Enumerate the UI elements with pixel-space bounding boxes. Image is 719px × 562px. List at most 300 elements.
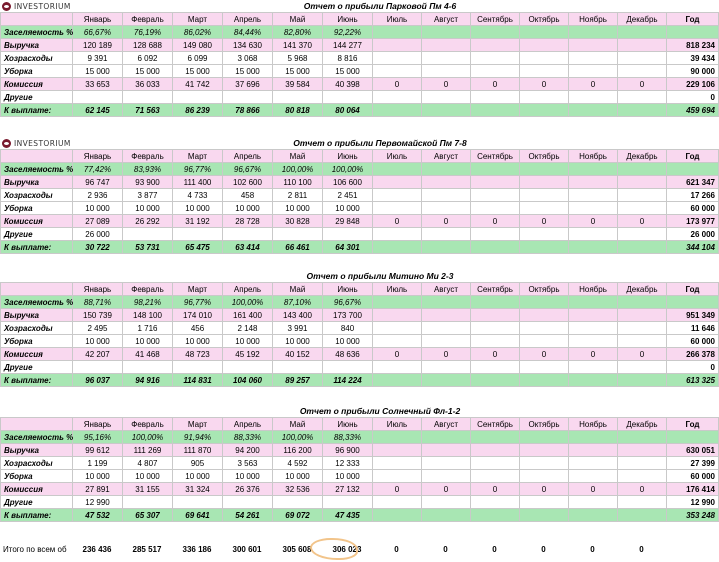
value-cell[interactable] [373, 509, 422, 522]
month-header[interactable]: Декабрь [618, 13, 667, 26]
value-cell[interactable] [471, 189, 520, 202]
value-cell[interactable] [520, 189, 569, 202]
value-cell[interactable] [123, 496, 173, 509]
value-cell[interactable] [520, 26, 569, 39]
value-cell[interactable] [471, 361, 520, 374]
row-label[interactable]: Хозрасходы [1, 322, 73, 335]
value-cell[interactable] [73, 91, 123, 104]
value-cell[interactable] [569, 361, 618, 374]
value-cell[interactable] [323, 361, 373, 374]
value-cell[interactable]: 92,22% [323, 26, 373, 39]
value-cell[interactable]: 0 [569, 483, 618, 496]
value-cell[interactable]: 173 700 [323, 309, 373, 322]
value-cell[interactable]: 96,77% [173, 163, 223, 176]
value-cell[interactable]: 96 037 [73, 374, 123, 387]
value-cell[interactable] [618, 91, 667, 104]
value-cell[interactable] [520, 444, 569, 457]
value-cell[interactable] [323, 228, 373, 241]
value-cell[interactable]: 1 716 [123, 322, 173, 335]
value-cell[interactable] [618, 241, 667, 254]
value-cell[interactable]: 41 468 [123, 348, 173, 361]
value-cell[interactable]: 71 563 [123, 104, 173, 117]
value-cell[interactable]: 4 807 [123, 457, 173, 470]
month-header[interactable]: Октябрь [520, 150, 569, 163]
month-header[interactable]: Июнь [323, 150, 373, 163]
value-cell[interactable]: 0 [520, 348, 569, 361]
value-cell[interactable] [422, 163, 471, 176]
value-cell[interactable]: 0 [569, 215, 618, 228]
value-cell[interactable]: 69 072 [273, 509, 323, 522]
month-header[interactable]: Ноябрь [569, 150, 618, 163]
value-cell[interactable] [618, 65, 667, 78]
value-cell[interactable] [373, 496, 422, 509]
month-header[interactable]: Июль [373, 150, 422, 163]
grand-total-cell[interactable]: 306 023 [332, 544, 362, 554]
value-cell[interactable] [422, 52, 471, 65]
value-cell[interactable] [471, 335, 520, 348]
value-cell[interactable] [422, 431, 471, 444]
month-header[interactable]: Июль [373, 13, 422, 26]
value-cell[interactable] [471, 91, 520, 104]
value-cell[interactable] [471, 202, 520, 215]
grand-total-year-cell[interactable] [666, 541, 718, 557]
value-cell[interactable] [223, 91, 273, 104]
value-cell[interactable]: 32 536 [273, 483, 323, 496]
value-cell[interactable] [618, 374, 667, 387]
value-cell[interactable] [520, 52, 569, 65]
value-cell[interactable] [520, 202, 569, 215]
value-cell[interactable] [569, 104, 618, 117]
value-cell[interactable] [373, 361, 422, 374]
value-cell[interactable]: 69 641 [173, 509, 223, 522]
month-header[interactable]: Ноябрь [569, 13, 618, 26]
value-cell[interactable] [569, 163, 618, 176]
value-cell[interactable]: 76,19% [123, 26, 173, 39]
month-header[interactable]: Июнь [323, 13, 373, 26]
value-cell[interactable] [373, 202, 422, 215]
value-cell[interactable] [422, 309, 471, 322]
year-total-cell[interactable] [667, 26, 719, 39]
row-label[interactable]: К выплате: [1, 374, 73, 387]
year-header[interactable]: Год [667, 283, 719, 296]
value-cell[interactable] [373, 228, 422, 241]
value-cell[interactable] [569, 470, 618, 483]
value-cell[interactable]: 33 653 [73, 78, 123, 91]
month-header[interactable]: Февраль [123, 150, 173, 163]
year-total-cell[interactable]: 0 [667, 361, 719, 374]
value-cell[interactable]: 0 [422, 348, 471, 361]
month-header[interactable]: Июль [373, 418, 422, 431]
value-cell[interactable] [520, 457, 569, 470]
value-cell[interactable]: 144 277 [323, 39, 373, 52]
value-cell[interactable] [373, 52, 422, 65]
year-total-cell[interactable]: 173 977 [667, 215, 719, 228]
value-cell[interactable] [618, 26, 667, 39]
row-label[interactable]: Заселяемость % [1, 431, 73, 444]
row-label[interactable]: Уборка [1, 202, 73, 215]
value-cell[interactable]: 10 000 [323, 335, 373, 348]
value-cell[interactable] [323, 496, 373, 509]
value-cell[interactable] [471, 52, 520, 65]
value-cell[interactable]: 10 000 [73, 335, 123, 348]
year-total-cell[interactable]: 951 349 [667, 309, 719, 322]
value-cell[interactable]: 88,71% [73, 296, 123, 309]
value-cell[interactable]: 110 100 [273, 176, 323, 189]
value-cell[interactable] [569, 335, 618, 348]
value-cell[interactable]: 31 324 [173, 483, 223, 496]
year-total-cell[interactable]: 344 104 [667, 241, 719, 254]
value-cell[interactable]: 2 936 [73, 189, 123, 202]
value-cell[interactable] [422, 202, 471, 215]
value-cell[interactable]: 0 [618, 348, 667, 361]
value-cell[interactable]: 54 261 [223, 509, 273, 522]
value-cell[interactable]: 65 307 [123, 509, 173, 522]
value-cell[interactable] [223, 496, 273, 509]
value-cell[interactable] [569, 444, 618, 457]
value-cell[interactable] [520, 335, 569, 348]
value-cell[interactable]: 2 811 [273, 189, 323, 202]
value-cell[interactable]: 10 000 [173, 202, 223, 215]
value-cell[interactable]: 53 731 [123, 241, 173, 254]
value-cell[interactable] [422, 228, 471, 241]
value-cell[interactable]: 4 592 [273, 457, 323, 470]
value-cell[interactable]: 80 818 [273, 104, 323, 117]
value-cell[interactable]: 28 728 [223, 215, 273, 228]
value-cell[interactable] [569, 39, 618, 52]
value-cell[interactable] [618, 163, 667, 176]
grand-total-cell[interactable]: 0 [443, 544, 448, 554]
month-header[interactable]: Октябрь [520, 283, 569, 296]
month-header[interactable]: Февраль [123, 13, 173, 26]
value-cell[interactable] [273, 361, 323, 374]
value-cell[interactable] [373, 322, 422, 335]
value-cell[interactable]: 98,21% [123, 296, 173, 309]
value-cell[interactable] [422, 470, 471, 483]
value-cell[interactable]: 100,00% [273, 431, 323, 444]
value-cell[interactable] [471, 374, 520, 387]
value-cell[interactable]: 104 060 [223, 374, 273, 387]
value-cell[interactable]: 6 099 [173, 52, 223, 65]
year-total-cell[interactable]: 39 434 [667, 52, 719, 65]
month-header[interactable]: Март [173, 283, 223, 296]
value-cell[interactable] [471, 496, 520, 509]
grand-total-cell[interactable]: 0 [541, 544, 546, 554]
value-cell[interactable]: 42 207 [73, 348, 123, 361]
value-cell[interactable]: 40 398 [323, 78, 373, 91]
row-label[interactable]: Уборка [1, 65, 73, 78]
value-cell[interactable]: 26 376 [223, 483, 273, 496]
row-label[interactable]: Комиссия [1, 78, 73, 91]
year-total-cell[interactable]: 353 248 [667, 509, 719, 522]
value-cell[interactable]: 2 495 [73, 322, 123, 335]
value-cell[interactable] [471, 509, 520, 522]
value-cell[interactable] [422, 241, 471, 254]
value-cell[interactable] [618, 361, 667, 374]
value-cell[interactable]: 86 239 [173, 104, 223, 117]
month-header[interactable]: Ноябрь [569, 283, 618, 296]
value-cell[interactable] [520, 374, 569, 387]
value-cell[interactable] [520, 496, 569, 509]
value-cell[interactable] [422, 104, 471, 117]
value-cell[interactable] [618, 431, 667, 444]
value-cell[interactable] [422, 496, 471, 509]
row-label[interactable]: Хозрасходы [1, 189, 73, 202]
value-cell[interactable]: 31 155 [123, 483, 173, 496]
value-cell[interactable] [422, 39, 471, 52]
month-header[interactable]: Декабрь [618, 150, 667, 163]
value-cell[interactable]: 39 584 [273, 78, 323, 91]
month-header[interactable]: Ноябрь [569, 418, 618, 431]
value-cell[interactable] [173, 228, 223, 241]
value-cell[interactable] [618, 189, 667, 202]
value-cell[interactable] [618, 470, 667, 483]
value-cell[interactable] [323, 91, 373, 104]
month-header[interactable]: Август [422, 150, 471, 163]
value-cell[interactable] [569, 496, 618, 509]
month-header[interactable]: Январь [73, 418, 123, 431]
value-cell[interactable]: 27 891 [73, 483, 123, 496]
value-cell[interactable] [520, 65, 569, 78]
value-cell[interactable] [471, 309, 520, 322]
value-cell[interactable]: 29 848 [323, 215, 373, 228]
month-header[interactable]: Июнь [323, 418, 373, 431]
value-cell[interactable]: 0 [422, 78, 471, 91]
value-cell[interactable]: 86,02% [173, 26, 223, 39]
value-cell[interactable]: 3 991 [273, 322, 323, 335]
row-label[interactable]: Комиссия [1, 483, 73, 496]
month-header[interactable]: Апрель [223, 283, 273, 296]
value-cell[interactable]: 83,93% [123, 163, 173, 176]
value-cell[interactable]: 66 461 [273, 241, 323, 254]
value-cell[interactable] [618, 104, 667, 117]
value-cell[interactable] [373, 163, 422, 176]
month-header[interactable]: Сентябрь [471, 13, 520, 26]
value-cell[interactable] [618, 202, 667, 215]
month-header[interactable]: Октябрь [520, 13, 569, 26]
value-cell[interactable] [373, 335, 422, 348]
year-total-cell[interactable]: 176 414 [667, 483, 719, 496]
value-cell[interactable]: 10 000 [223, 202, 273, 215]
value-cell[interactable] [471, 444, 520, 457]
value-cell[interactable] [520, 39, 569, 52]
month-header[interactable]: Декабрь [618, 283, 667, 296]
value-cell[interactable]: 0 [520, 483, 569, 496]
value-cell[interactable] [373, 26, 422, 39]
value-cell[interactable]: 91,94% [173, 431, 223, 444]
value-cell[interactable]: 10 000 [173, 470, 223, 483]
value-cell[interactable]: 114 224 [323, 374, 373, 387]
month-header[interactable]: Февраль [123, 283, 173, 296]
month-header[interactable]: Октябрь [520, 418, 569, 431]
value-cell[interactable]: 458 [223, 189, 273, 202]
year-total-cell[interactable]: 229 106 [667, 78, 719, 91]
value-cell[interactable] [569, 309, 618, 322]
row-label[interactable]: Другие [1, 496, 73, 509]
value-cell[interactable]: 2 148 [223, 322, 273, 335]
value-cell[interactable] [373, 444, 422, 457]
year-total-cell[interactable]: 818 234 [667, 39, 719, 52]
month-header[interactable]: Март [173, 13, 223, 26]
value-cell[interactable] [422, 26, 471, 39]
value-cell[interactable]: 0 [471, 78, 520, 91]
value-cell[interactable] [569, 241, 618, 254]
value-cell[interactable] [223, 361, 273, 374]
value-cell[interactable]: 37 696 [223, 78, 273, 91]
value-cell[interactable] [569, 176, 618, 189]
year-total-cell[interactable]: 459 694 [667, 104, 719, 117]
value-cell[interactable] [471, 104, 520, 117]
value-cell[interactable] [373, 91, 422, 104]
value-cell[interactable] [273, 91, 323, 104]
month-header[interactable]: Февраль [123, 418, 173, 431]
value-cell[interactable]: 89 257 [273, 374, 323, 387]
value-cell[interactable]: 15 000 [173, 65, 223, 78]
value-cell[interactable] [223, 228, 273, 241]
month-header[interactable]: Январь [73, 13, 123, 26]
year-total-cell[interactable]: 11 646 [667, 322, 719, 335]
value-cell[interactable]: 99 612 [73, 444, 123, 457]
year-total-cell[interactable]: 60 000 [667, 470, 719, 483]
value-cell[interactable] [471, 457, 520, 470]
value-cell[interactable]: 10 000 [273, 202, 323, 215]
value-cell[interactable] [471, 241, 520, 254]
value-cell[interactable]: 120 189 [73, 39, 123, 52]
value-cell[interactable]: 87,10% [273, 296, 323, 309]
value-cell[interactable]: 116 200 [273, 444, 323, 457]
value-cell[interactable]: 63 414 [223, 241, 273, 254]
month-header[interactable]: Апрель [223, 150, 273, 163]
value-cell[interactable] [569, 457, 618, 470]
year-total-cell[interactable] [667, 163, 719, 176]
month-header[interactable]: Март [173, 150, 223, 163]
value-cell[interactable] [173, 361, 223, 374]
month-header[interactable]: Июнь [323, 283, 373, 296]
value-cell[interactable]: 15 000 [223, 65, 273, 78]
value-cell[interactable] [373, 189, 422, 202]
month-header[interactable]: Сентябрь [471, 150, 520, 163]
value-cell[interactable]: 0 [569, 78, 618, 91]
value-cell[interactable]: 0 [471, 215, 520, 228]
value-cell[interactable] [569, 431, 618, 444]
value-cell[interactable] [373, 296, 422, 309]
value-cell[interactable] [173, 496, 223, 509]
value-cell[interactable]: 3 563 [223, 457, 273, 470]
value-cell[interactable]: 64 301 [323, 241, 373, 254]
value-cell[interactable]: 100,00% [223, 296, 273, 309]
value-cell[interactable]: 26 292 [123, 215, 173, 228]
year-header[interactable]: Год [667, 13, 719, 26]
value-cell[interactable] [520, 228, 569, 241]
value-cell[interactable] [618, 496, 667, 509]
row-label[interactable]: Хозрасходы [1, 457, 73, 470]
value-cell[interactable]: 27 089 [73, 215, 123, 228]
value-cell[interactable]: 840 [323, 322, 373, 335]
value-cell[interactable]: 0 [471, 483, 520, 496]
value-cell[interactable]: 10 000 [323, 470, 373, 483]
value-cell[interactable]: 8 816 [323, 52, 373, 65]
value-cell[interactable]: 78 866 [223, 104, 273, 117]
row-label[interactable]: Уборка [1, 335, 73, 348]
value-cell[interactable]: 161 400 [223, 309, 273, 322]
value-cell[interactable] [422, 176, 471, 189]
value-cell[interactable] [520, 509, 569, 522]
grand-total-cell[interactable]: 0 [394, 544, 399, 554]
value-cell[interactable] [471, 296, 520, 309]
value-cell[interactable] [618, 335, 667, 348]
value-cell[interactable]: 10 000 [223, 470, 273, 483]
value-cell[interactable]: 111 269 [123, 444, 173, 457]
value-cell[interactable]: 0 [373, 215, 422, 228]
value-cell[interactable]: 100,00% [123, 431, 173, 444]
value-cell[interactable]: 148 100 [123, 309, 173, 322]
month-header[interactable]: Август [422, 283, 471, 296]
value-cell[interactable] [569, 322, 618, 335]
row-label[interactable]: Заселяемость % [1, 296, 73, 309]
row-label[interactable]: Другие [1, 228, 73, 241]
value-cell[interactable] [471, 65, 520, 78]
value-cell[interactable]: 10 000 [223, 335, 273, 348]
grand-total-cell[interactable]: 305 608 [282, 544, 312, 554]
value-cell[interactable]: 141 370 [273, 39, 323, 52]
value-cell[interactable]: 47 435 [323, 509, 373, 522]
year-total-cell[interactable]: 12 990 [667, 496, 719, 509]
value-cell[interactable] [123, 228, 173, 241]
value-cell[interactable] [373, 374, 422, 387]
value-cell[interactable] [422, 444, 471, 457]
value-cell[interactable] [123, 361, 173, 374]
value-cell[interactable] [273, 228, 323, 241]
value-cell[interactable]: 4 733 [173, 189, 223, 202]
value-cell[interactable]: 905 [173, 457, 223, 470]
value-cell[interactable] [173, 91, 223, 104]
month-header[interactable]: Сентябрь [471, 283, 520, 296]
row-label[interactable]: Заселяемость % [1, 26, 73, 39]
row-label[interactable]: Другие [1, 91, 73, 104]
value-cell[interactable] [422, 374, 471, 387]
year-total-cell[interactable] [667, 296, 719, 309]
row-label[interactable]: Заселяемость % [1, 163, 73, 176]
value-cell[interactable]: 134 630 [223, 39, 273, 52]
value-cell[interactable]: 65 475 [173, 241, 223, 254]
value-cell[interactable]: 47 532 [73, 509, 123, 522]
value-cell[interactable]: 96 900 [323, 444, 373, 457]
value-cell[interactable] [618, 309, 667, 322]
value-cell[interactable]: 15 000 [73, 65, 123, 78]
month-header[interactable]: Август [422, 13, 471, 26]
month-header[interactable]: Май [273, 283, 323, 296]
value-cell[interactable] [569, 374, 618, 387]
year-total-cell[interactable]: 17 266 [667, 189, 719, 202]
value-cell[interactable] [471, 470, 520, 483]
grand-total-cell[interactable]: 285 517 [132, 544, 162, 554]
value-cell[interactable] [520, 322, 569, 335]
value-cell[interactable]: 6 092 [123, 52, 173, 65]
value-cell[interactable]: 10 000 [123, 470, 173, 483]
grand-total-cell[interactable]: 300 601 [232, 544, 262, 554]
value-cell[interactable]: 12 333 [323, 457, 373, 470]
value-cell[interactable]: 149 080 [173, 39, 223, 52]
value-cell[interactable]: 10 000 [273, 470, 323, 483]
value-cell[interactable] [373, 309, 422, 322]
row-label[interactable]: Другие [1, 361, 73, 374]
value-cell[interactable]: 10 000 [73, 202, 123, 215]
value-cell[interactable] [471, 431, 520, 444]
value-cell[interactable]: 27 132 [323, 483, 373, 496]
value-cell[interactable] [618, 296, 667, 309]
value-cell[interactable] [520, 91, 569, 104]
value-cell[interactable]: 10 000 [73, 470, 123, 483]
value-cell[interactable] [373, 431, 422, 444]
